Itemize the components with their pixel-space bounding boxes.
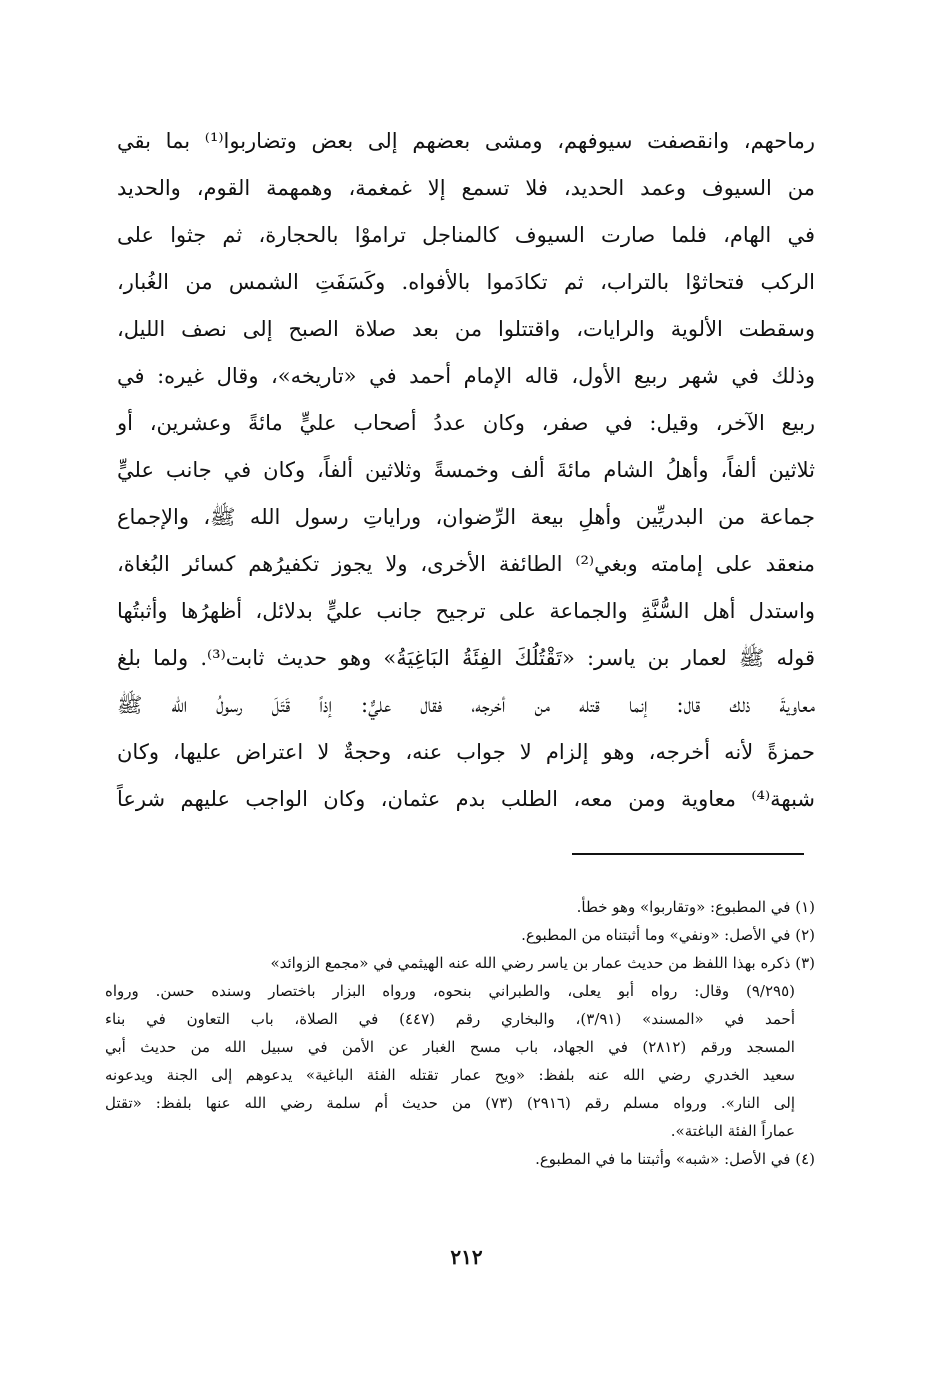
footnote-line: عماراً الفئة الباغتة». — [670, 1122, 795, 1140]
main-text-line: قوله ﷺ لعمار بن ياسر: «تَقْتُلُكَ الفِئَةُ البَاغِيَةُ» وهو حديث ثابت⁽³⁾. ولما بلغ — [117, 646, 815, 670]
footnote-line: المسجد ورقم (٢٨١٢) في الجهاد، باب مسح الغبار عن الأمن في سبيل الله من حديث أبي — [105, 1038, 795, 1056]
footnote-line: (٩/٢٩٥) وقال: رواه أبو يعلى، والطبراني بنحوه، ورواه البزار باختصار وسنده حسن. ورواه — [105, 982, 795, 1000]
footnote-line: سعيد الخدري رضي الله عنه بلفظ: «ويح عمار تقتله الفئة الباغية» يدعوهم إلى الجنة ويدعونه — [105, 1066, 795, 1084]
main-text-line: وسقطت الألوية والرايات، واقتتلوا من بعد صلاة الصبح إلى نصف الليل، — [117, 317, 815, 341]
main-text-line: الركب فتحاثوْا بالتراب، ثم تكادَموا بالأفواه. وكَسَفَتِ الشمس من الغُبار، — [117, 270, 815, 294]
footnote-line: إلى النار». ورواه مسلم رقم (٢٩١٦) (٧٣) من حديث أم سلمة رضي الله عنها بلفظ: «تقتل — [105, 1094, 795, 1112]
footnote-3 — [105, 949, 815, 1145]
footnote-line: أحمد في «المسند» (٣/٩١)، والبخاري رقم (٤٤٧) في الصلاة، باب التعاون في بناء — [105, 1010, 795, 1028]
main-text-line: من السيوف وعمد الحديد، فلا تسمع إلا غمغمة، وهمهمة القوم، والحديد — [117, 176, 815, 200]
main-text-line: رماحهم، وانقصفت سيوفهم، ومشى بعضهم إلى بعض وتضاربوا⁽¹⁾ بما بقي — [117, 129, 815, 153]
footnote-separator — [572, 853, 804, 855]
footnote-line: (٣) ذكره بهذا اللفظ من حديث عمار بن ياسر رضي الله عنه الهيثمي في «مجمع الزوائد» — [270, 954, 815, 972]
main-text-line: في الهام، فلما صارت السيوف كالمناجل تراموْا بالحجارة، ثم جثوا على — [117, 223, 815, 247]
main-text-line: شبهة⁽⁴⁾ معاوية ومن معه، الطلب بدم عثمان، وكان الواجب عليهم شرعاً — [117, 787, 815, 811]
main-text-line: ثلاثين ألفاً، وأهلُ الشام مائةَ ألف وخمسةً وثلاثين ألفاً، وكان في جانب عليٍّ — [117, 458, 815, 482]
footnote-line: (٤) في الأصل: «شبه» وأثبتنا ما في المطبوع. — [535, 1150, 815, 1168]
main-text-line: واستدل أهل السُّنَّةِ والجماعة على ترجيح جانب عليٍّ بدلائل، أظهرُها وأثبتُها — [117, 599, 815, 623]
footnote-line: (١) في المطبوع: «وتقاربوا» وهو خطأ. — [576, 898, 815, 916]
main-text-line: جماعة من البدريِّين وأهلِ بيعة الرِّضوان، وراياتِ رسول الله ﷺ، والإجماع — [117, 505, 815, 529]
footnote-4 — [105, 1145, 815, 1173]
main-text-line: منعقد على إمامته وبغي⁽²⁾ الطائفة الأخرى، ولا يجوز تكفيرُهم كسائر البُغاة، — [117, 552, 815, 576]
footnote-1 — [105, 893, 815, 921]
footnote-line: (٢) في الأصل: «ونفي» وما أثبتناه من المطبوع. — [521, 926, 815, 944]
footnote-2 — [105, 921, 815, 949]
main-text-block — [117, 118, 815, 823]
page-number: ٢١٢ — [450, 1245, 483, 1269]
footnotes-block — [105, 893, 815, 1173]
main-text-line: حمزةً لأنه أخرجه، وهو إلزام لا جواب عنه، وحجةٌ لا اعتراض عليها، وكان — [117, 740, 815, 764]
main-text-line: وذلك في شهر ربيع الأول، قاله الإمام أحمد في «تاريخه»، وقال غيره: في — [117, 364, 815, 388]
main-text-line: معاويةَ ذلك قال: إنما قتله من أخرجه، فقال عليٌّ: إذاً قَتَلَ رسولُ الله ﷺ — [117, 693, 815, 717]
main-text-line: ربيع الآخر، وقيل: في صفر، وكان عددُ أصحاب عليٍّ مائةً وعشرين، أو — [117, 411, 815, 435]
